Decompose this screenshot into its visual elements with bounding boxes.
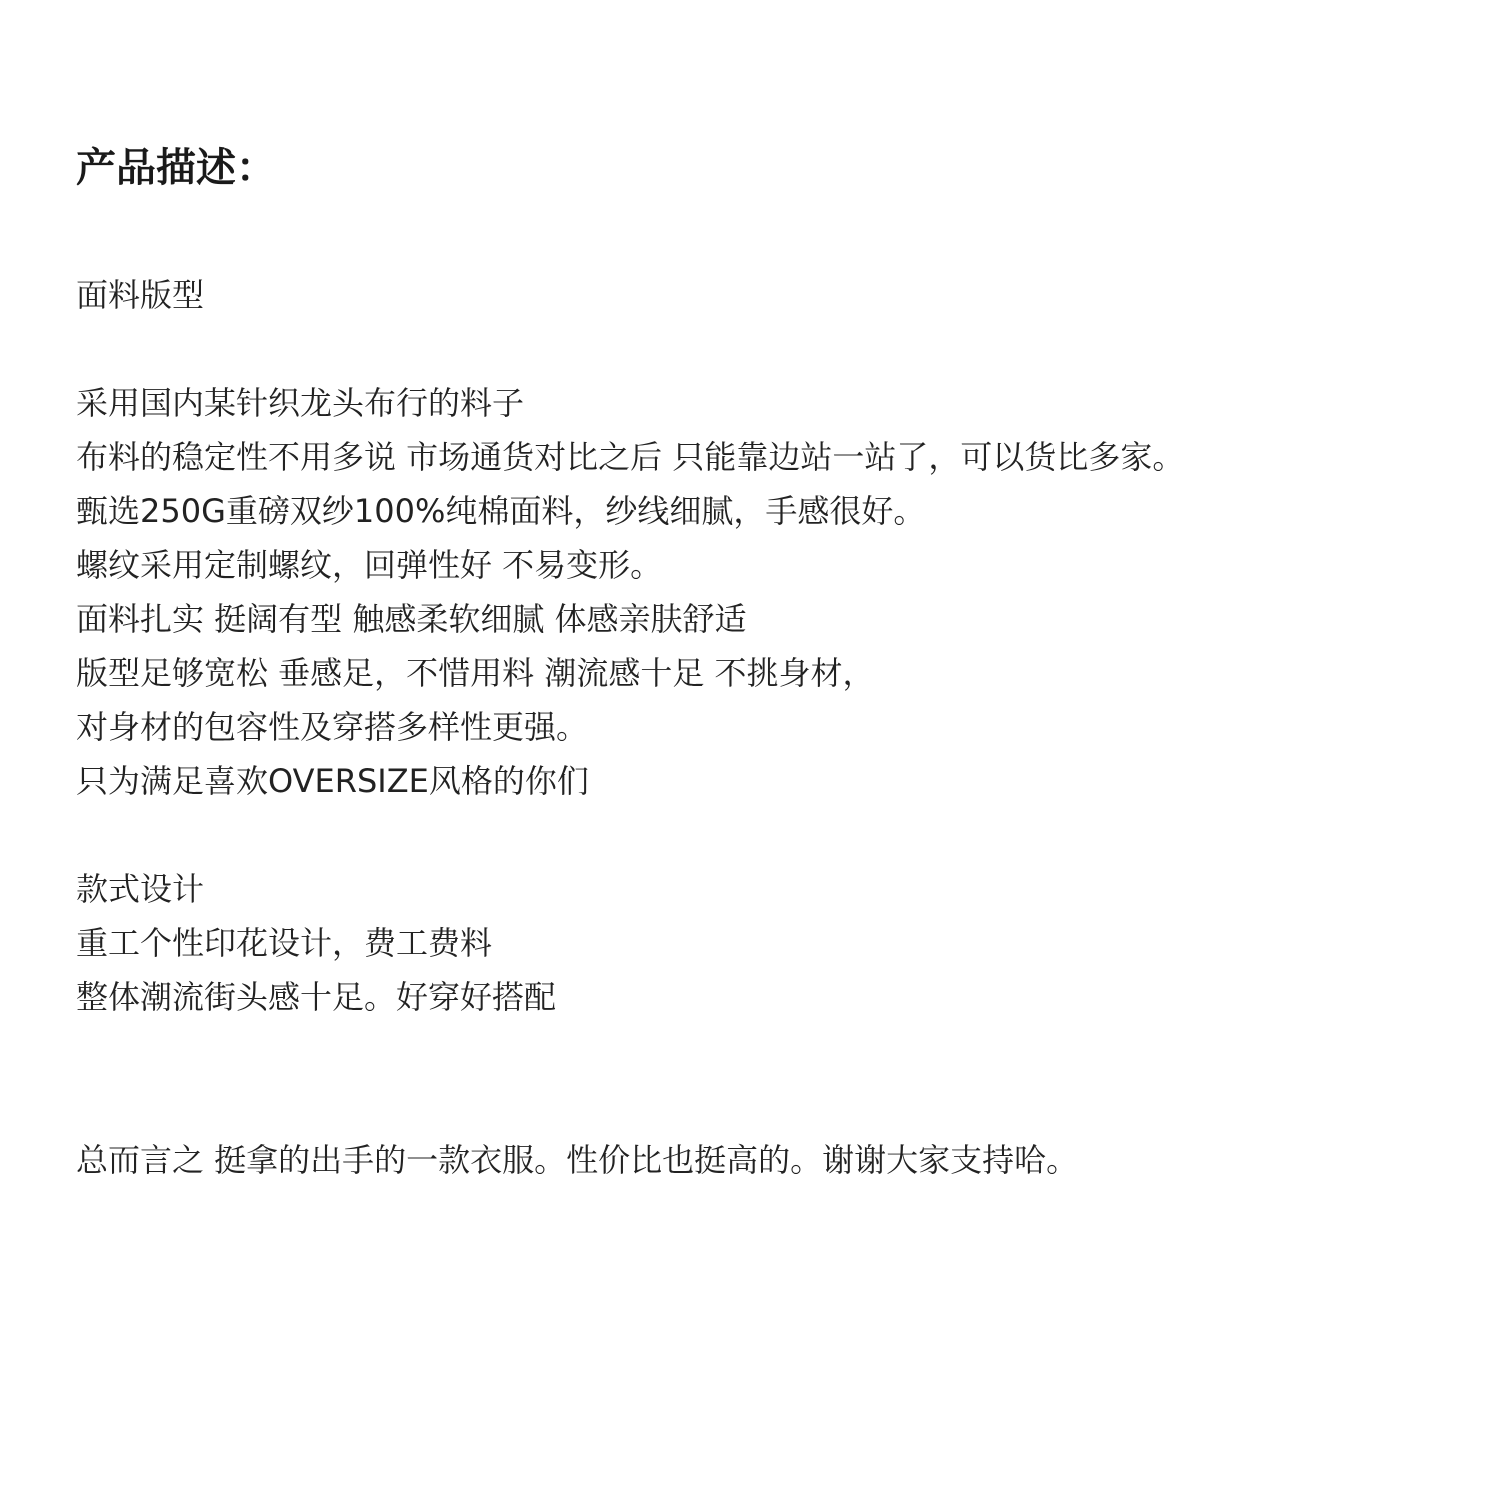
text-line: 布料的稳定性不用多说 市场通货对比之后 只能靠边站一站了，可以货比多家。 [76, 438, 1185, 476]
summary-text: 总而言之 挺拿的出手的一款衣服。性价比也挺高的。谢谢大家支持哈。 [76, 1141, 1079, 1179]
text-line: 只为满足喜欢OVERSIZE风格的你们 [76, 762, 589, 800]
section-heading: 面料版型 [76, 276, 205, 314]
text-line: 整体潮流街头感十足。好穿好搭配 [76, 978, 557, 1016]
text-line: 采用国内某针织龙头布行的料子 [76, 384, 525, 422]
text-line: 重工个性印花设计，费工费料 [76, 924, 493, 962]
summary-section [76, 1133, 1078, 1187]
text-line: 版型足够宽松 垂感足，不惜用料 潮流感十足 不挑身材， [76, 654, 875, 692]
page-title: 产品描述： [76, 145, 276, 191]
style-section-heading [76, 862, 204, 916]
text-line: 螺纹采用定制螺纹，回弹性好 不易变形。 [76, 546, 663, 584]
style-section-body [76, 916, 556, 1024]
text-line: 面料扎实 挺阔有型 触感柔软细腻 体感亲肤舒适 [76, 600, 747, 638]
text-line: 甄选250G重磅双纱100%纯棉面料，纱线细腻，手感很好。 [76, 492, 926, 530]
section-heading: 款式设计 [76, 870, 205, 908]
fabric-section-body [76, 376, 1184, 808]
text-line: 对身材的包容性及穿搭多样性更强。 [76, 708, 589, 746]
fabric-section-heading [76, 268, 204, 322]
